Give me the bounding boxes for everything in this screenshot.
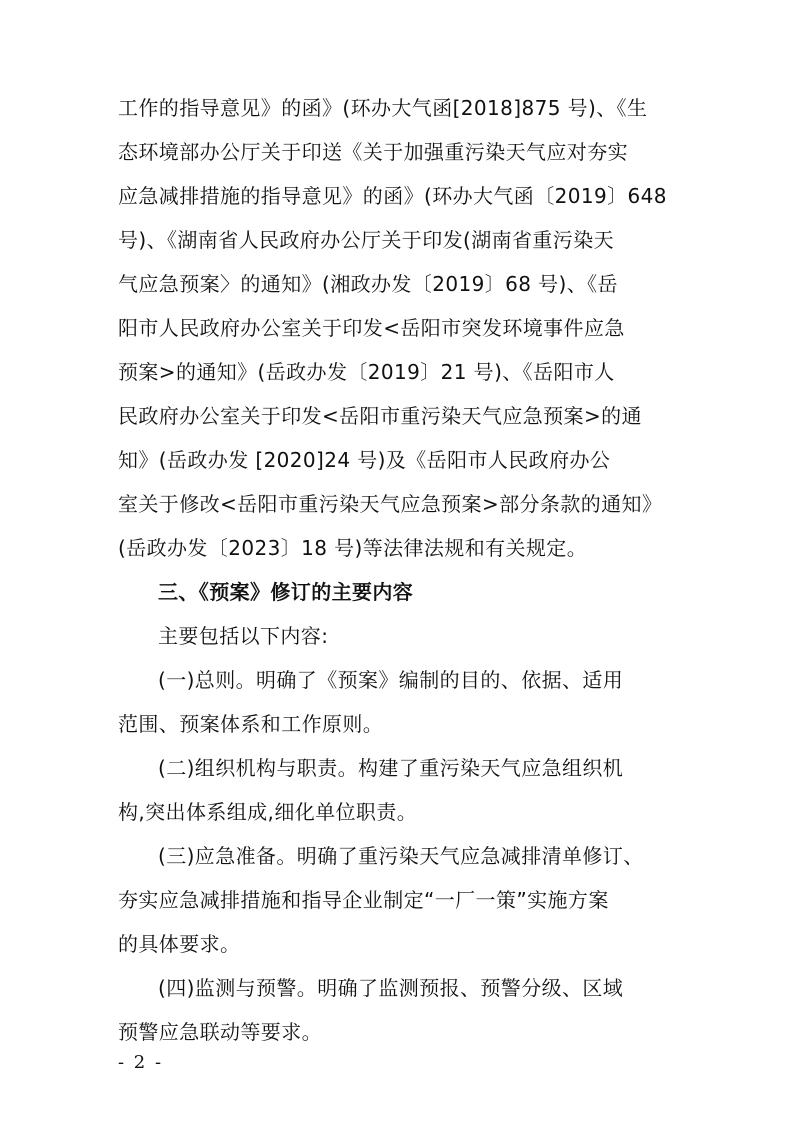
item-4-line: 预警应急联动等要求。: [118, 1020, 322, 1044]
item-3-line: 的具体要求。: [118, 932, 241, 956]
body-line: (岳政办发〔2023〕18 号)等法律法规和有关规定。: [118, 536, 588, 560]
body-line: 应急减排措施的指导意见》的函》(环办大气函〔2019〕648: [118, 184, 667, 208]
body-line: 态环境部办公厅关于印送《关于加强重污染天气应对夯实: [118, 140, 628, 164]
body-line: 工作的指导意见》的函》(环办大气函[2018]875 号)、《生: [118, 96, 648, 120]
body-line: 知》(岳政办发 [2020]24 号)及《岳阳市人民政府办公: [118, 448, 611, 472]
body-line: 预案>的通知》(岳政办发〔2019〕21 号)、《岳阳市人: [118, 360, 615, 384]
item-1-line: (一)总则。明确了《预案》编制的目的、依据、适用: [158, 668, 624, 692]
item-1-line: 范围、预案体系和工作原则。: [118, 712, 384, 736]
item-4-line: (四)监测与预警。明确了监测预报、预警分级、区域: [158, 976, 624, 1000]
body-line: 阳市人民政府办公室关于印发<岳阳市突发环境事件应急: [118, 316, 625, 340]
item-3-line: 夯实应急减排措施和指导企业制定“一厂一策”实施方案: [118, 888, 609, 912]
item-2-line: 构,突出体系组成,细化单位职责。: [118, 800, 418, 824]
item-2-line: (二)组织机构与职责。构建了重污染天气应急组织机: [158, 756, 624, 780]
body-line: 气应急预案〉的通知》(湘政办发〔2019〕68 号)、《岳: [118, 272, 618, 296]
section-heading: 三、《预案》修订的主要内容: [158, 580, 414, 604]
page-number: - 2 -: [118, 1052, 164, 1073]
item-3-line: (三)应急准备。明确了重污染天气应急减排清单修订、: [158, 844, 644, 868]
intro-paragraph: 主要包括以下内容:: [158, 624, 329, 648]
body-line: 号)、《湖南省人民政府办公厅关于印发(湖南省重污染天: [118, 228, 615, 252]
body-line: 室关于修改<岳阳市重污染天气应急预案>部分条款的通知》: [118, 492, 663, 516]
body-line: 民政府办公室关于印发<岳阳市重污染天气应急预案>的通: [118, 404, 642, 428]
